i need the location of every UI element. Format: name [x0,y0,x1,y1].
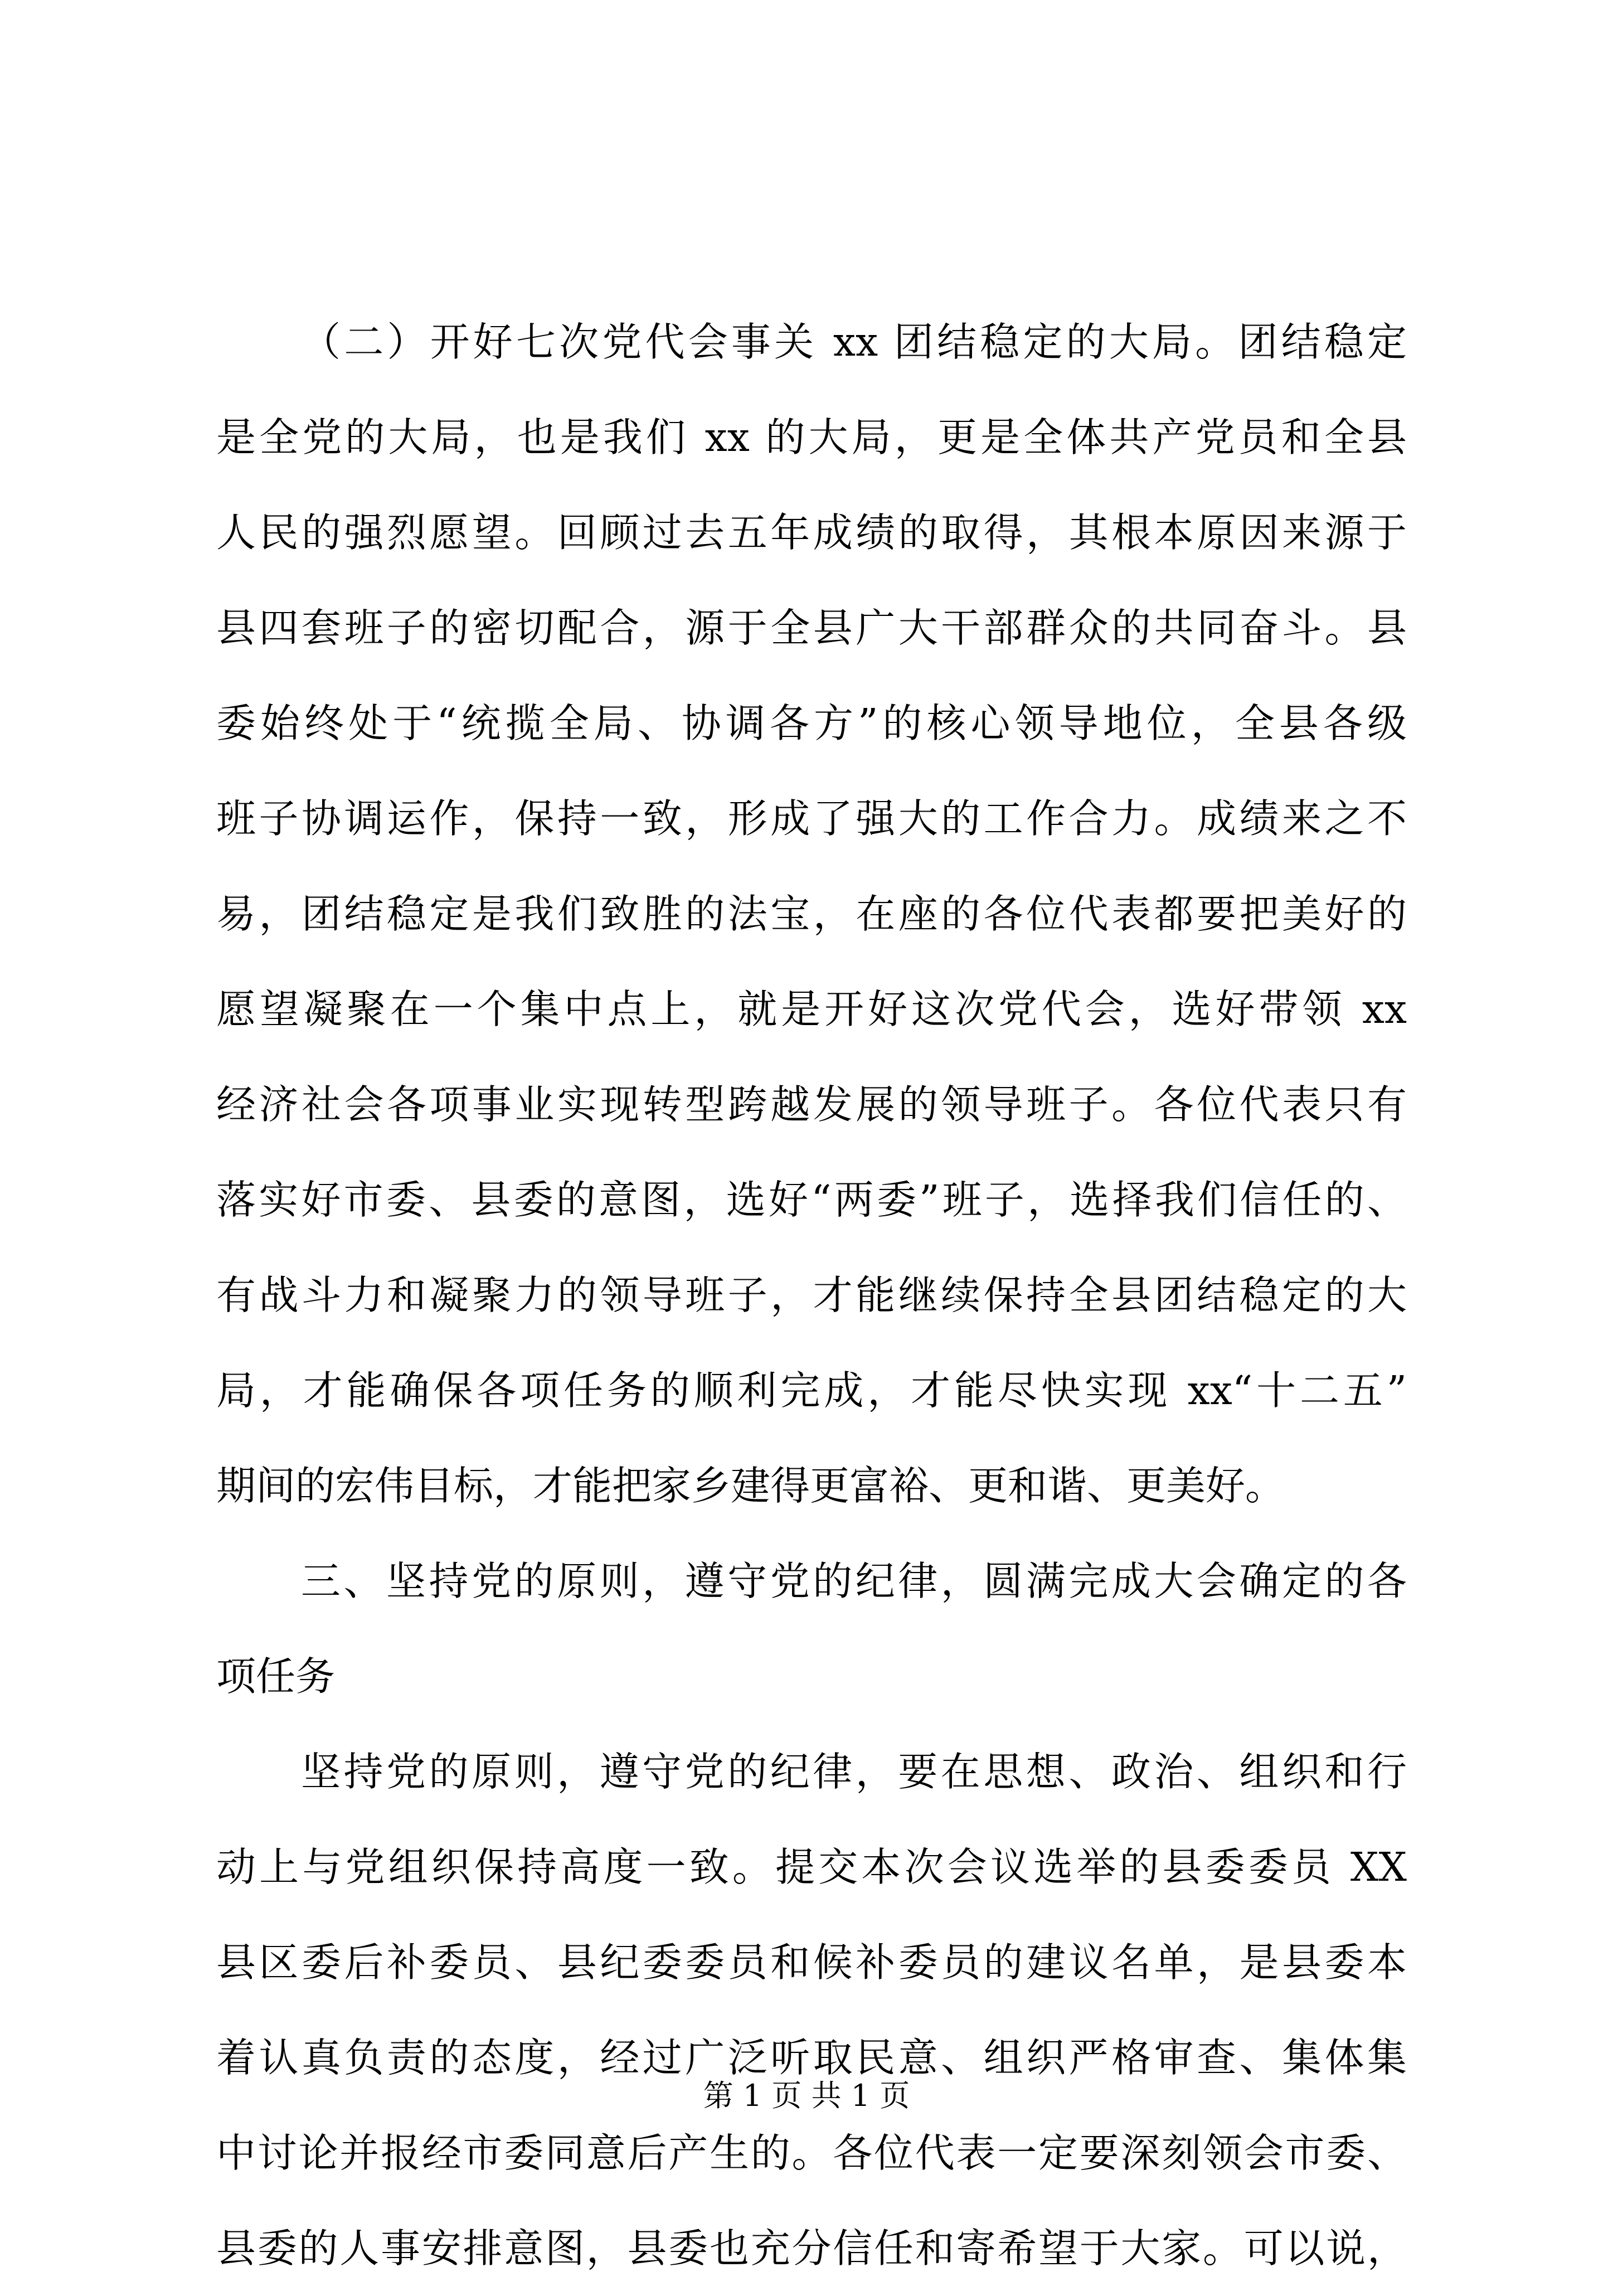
page-footer [0,2074,1613,2118]
paragraph-line: 愿望凝聚在一个集中点上，就是开好这次党代会，选好带领 xx [216,986,1407,1032]
paragraph-line: 坚持党的原则，遵守党的纪律，要在思想、政治、组织和行 [301,1749,1407,1795]
paragraph-line: 易，团结稳定是我们致胜的法宝，在座的各位代表都要把美好的 [216,891,1407,937]
paragraph-line: 动上与党组织保持高度一致。提交本次会议选举的县委委员 XX [216,1844,1407,1890]
paragraph-line: 落实好市委、县委的意图，选好“两委”班子，选择我们信任的、 [216,1177,1407,1223]
page-number-label: 第 1 页 共 1 页 [703,2078,910,2113]
paragraph-line: 经济社会各项事业实现转型跨越发展的领导班子。各位代表只有 [216,1081,1407,1128]
paragraph-line: 人民的强烈愿望。回顾过去五年成绩的取得，其根本原因来源于 [216,509,1407,556]
paragraph-line: 县四套班子的密切配合，源于全县广大干部群众的共同奋斗。县 [216,605,1407,651]
paragraph-line: 中讨论并报经市委同意后产生的。各位代表一定要深刻领会市委、 [216,2130,1407,2176]
document-body [216,294,1407,2296]
paragraph-line: 期间的宏伟目标，才能把家乡建得更富裕、更和谐、更美好。 [216,1463,1285,1509]
paragraph-line: 委始终处于“统揽全局、协调各方”的核心领导地位，全县各级 [216,700,1407,746]
paragraph-line: 县委的人事安排意图，县委也充分信任和寄希望于大家。可以说， [216,2225,1407,2271]
paragraph-line: 是全党的大局，也是我们 xx 的大局，更是全体共产党员和全县 [216,414,1407,460]
paragraph-line: （二）开好七次党代会事关 xx 团结稳定的大局。团结稳定 [301,319,1407,365]
paragraph-line: 班子协调运作，保持一致，形成了强大的工作合力。成绩来之不 [216,795,1407,842]
paragraph-line: 着认真负责的态度，经过广泛听取民意、组织严格审查、集体集 [216,2035,1407,2081]
paragraph-line: 有战斗力和凝聚力的领导班子，才能继续保持全县团结稳定的大 [216,1272,1407,1318]
paragraph-line: 县区委后补委员、县纪委委员和候补委员的建议名单，是县委本 [216,1939,1407,1986]
section-heading-line: 三、坚持党的原则，遵守党的纪律，圆满完成大会确定的各 [301,1558,1407,1604]
section-heading-line: 项任务 [216,1653,336,1700]
paragraph-line: 局，才能确保各项任务的顺利完成，才能尽快实现 xx“十二五” [216,1367,1407,1414]
